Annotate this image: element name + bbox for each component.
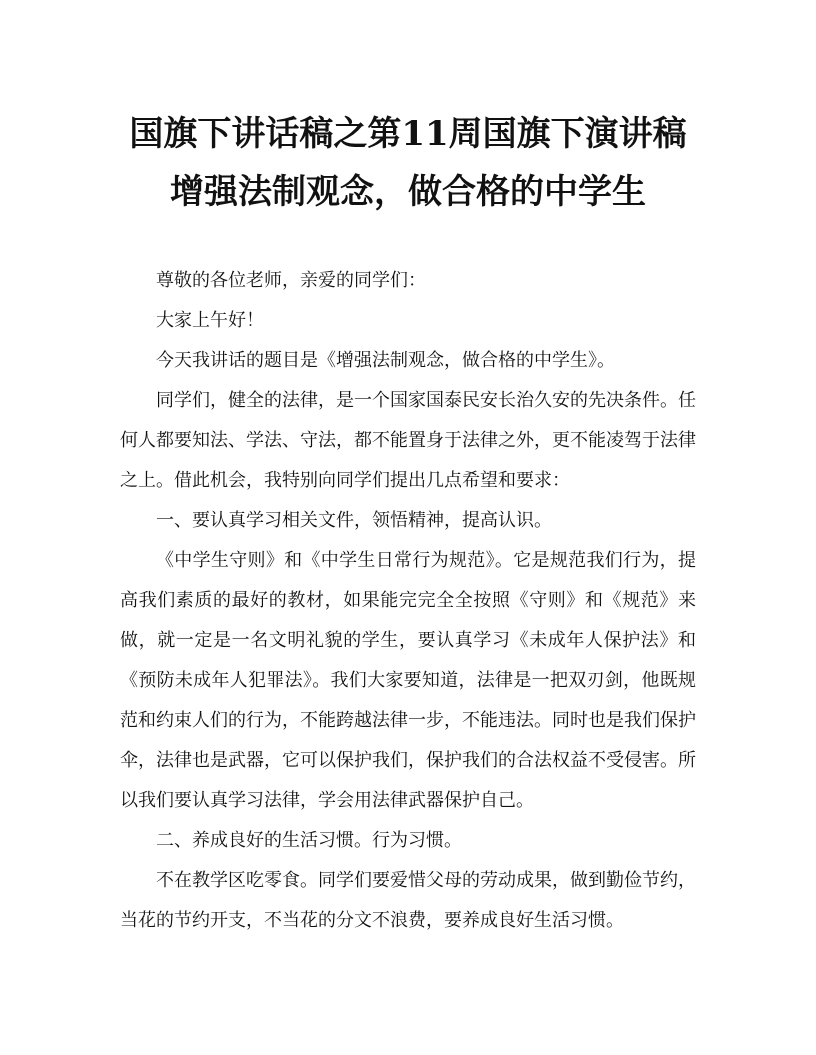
paragraph-topic: 今天我讲话的题目是《增强法制观念，做合格的中学生》。 xyxy=(156,350,615,371)
document-title-line-2: 增强法制观念，做合格的中学生 xyxy=(170,172,646,212)
paragraph-point-1-heading: 一、要认真学习相关文件，领悟精神，提高认识。 xyxy=(156,510,552,531)
document-title-line-1: 国旗下讲话稿之第11周国旗下演讲稿 xyxy=(129,114,687,154)
paragraph-point-2-heading: 二、养成良好的生活习惯。行为习惯。 xyxy=(156,830,462,851)
paragraph-greeting: 尊敬的各位老师，亲爱的同学们： xyxy=(156,270,426,291)
paragraph-hello: 大家上午好！ xyxy=(156,310,264,331)
paragraph-intro: 同学们，健全的法律，是一个国家国泰民安长治久安的先决条件。任何人都要知法、学法、守法，都不能置身于法律之外，更不能凌驾于法律之上。借此机会，我特别向同学们提出几点希望和要求： xyxy=(120,390,696,491)
paragraph-point-2-body: 不在教学区吃零食。同学们要爱惜父母的劳动成果，做到勤俭节约，当花的节约开支，不当花的分文不浪费，要养成良好生活习惯。 xyxy=(120,870,696,931)
document-body xyxy=(120,261,696,941)
paragraph-point-1-body: 《中学生守则》和《中学生日常行为规范》。它是规范我们行为，提高我们素质的最好的教材，如果能完完全全按照《守则》和《规范》来做，就一定是一名文明礼貌的学生，要认真学习《未成年人保护法》和《预防未成年人犯罪法》。我们大家要知道，法律是一把双刃剑，他既规范和约束人们的行为，不能跨越法律一步，不能违法。同时也是我们保护伞，法律也是武器，它可以保护我们，保护我们的合法权益不受侵害。所以我们要认真学习法律，学会用法律武器保护自己。 xyxy=(120,550,696,811)
